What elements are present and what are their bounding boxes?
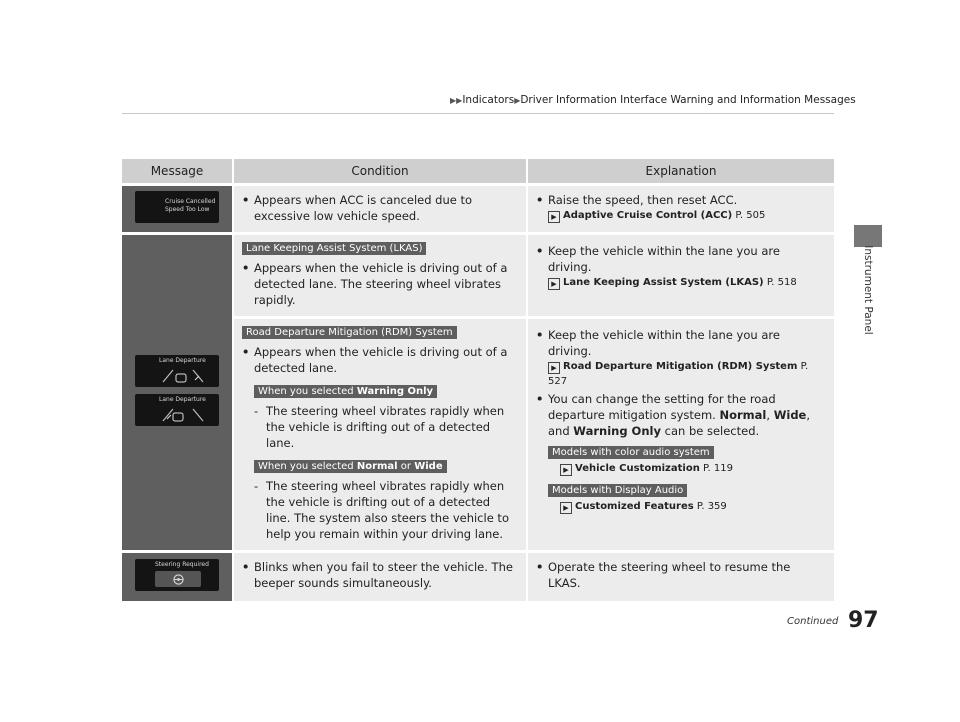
explanation-text: • Keep the vehicle within the lane you are driving.	[536, 327, 826, 359]
message-image-cell	[122, 235, 232, 550]
message-table	[122, 156, 834, 604]
display-text: Cruise Cancelled	[165, 198, 216, 205]
explanation-cell	[526, 553, 834, 601]
explanation-text: • Operate the steering wheel to resume the LKAS.	[536, 559, 826, 591]
explanation-cell	[526, 186, 834, 232]
lane-departure-icon	[159, 366, 207, 384]
condition-cell	[232, 186, 526, 232]
breadcrumb-arrow-icon: ▶▶	[450, 96, 463, 105]
condition-subtext: - The steering wheel vibrates rapidly when the vehicle is drifting out of a detected line. The system also steers the vehicle to help you remain within your driving lane.	[242, 478, 518, 542]
breadcrumb-item: Indicators	[462, 94, 515, 106]
breadcrumb	[450, 94, 856, 106]
condition-cell	[232, 553, 526, 601]
section-tag: Lane Keeping Assist System (LKAS)	[242, 242, 426, 255]
explanation-text: • Raise the speed, then reset ACC.	[536, 192, 826, 208]
column-header: Condition	[232, 159, 526, 183]
reference-arrow-icon: ▶	[548, 362, 560, 374]
lane-departure-icon	[159, 405, 207, 423]
condition-cell	[232, 319, 526, 550]
steering-wheel-icon	[173, 574, 184, 585]
reference-arrow-icon: ▶	[560, 502, 572, 514]
page-reference[interactable]: ▶ Vehicle Customization P. 119	[536, 461, 826, 476]
table-header-row	[122, 159, 834, 183]
explanation-cell	[526, 319, 834, 550]
display-text: Lane Departure	[159, 396, 206, 403]
condition-text: • Appears when the vehicle is driving out of a detected lane.	[242, 344, 518, 376]
message-image-cell	[122, 553, 232, 601]
page-reference[interactable]: ▶ Adaptive Cruise Control (ACC) P. 505	[536, 208, 826, 223]
section-tab	[854, 225, 882, 247]
condition-cell	[232, 235, 526, 316]
reference-arrow-icon: ▶	[548, 278, 560, 290]
explanation-cell	[526, 235, 834, 316]
display-text: Steering Required	[155, 561, 209, 568]
continued-label: Continued	[787, 616, 839, 627]
explanation-text: • You can change the setting for the road departure mitigation system. Normal, Wide, and Warning Only can be selected.	[536, 391, 826, 439]
column-header: Explanation	[526, 159, 834, 183]
reference-arrow-icon: ▶	[560, 464, 572, 476]
setting-tag: When you selected Normal or Wide	[254, 460, 447, 473]
steering-required-display	[135, 559, 219, 591]
page-reference[interactable]: ▶ Road Departure Mitigation (RDM) System P. 527	[548, 361, 809, 387]
page-reference[interactable]: ▶ Customized Features P. 359	[536, 499, 826, 514]
condition-text: • Appears when ACC is canceled due to excessive low vehicle speed.	[242, 192, 518, 224]
table-row	[122, 186, 834, 232]
message-image-cell	[122, 186, 232, 232]
column-header: Message	[122, 159, 232, 183]
section-tag: Road Departure Mitigation (RDM) System	[242, 326, 457, 339]
reference-arrow-icon: ▶	[548, 211, 560, 223]
explanation-text: • Keep the vehicle within the lane you are driving.	[536, 243, 826, 275]
breadcrumb-arrow-icon: ▶	[514, 96, 521, 105]
table-row	[122, 235, 834, 316]
condition-text: • Appears when the vehicle is driving out of a detected lane. The steering wheel vibrates rapidly.	[242, 260, 518, 308]
section-label: Instrument Panel	[862, 245, 874, 335]
table-row	[122, 553, 834, 601]
lane-departure-display	[135, 394, 219, 426]
header-rule	[122, 113, 834, 114]
page-reference[interactable]: ▶ Lane Keeping Assist System (LKAS) P. 518	[536, 275, 826, 290]
model-tag: Models with color audio system	[548, 446, 714, 459]
lane-departure-display	[135, 355, 219, 387]
display-text: Lane Departure	[159, 357, 206, 364]
setting-tag: When you selected Warning Only	[254, 385, 437, 398]
display-text: Speed Too Low	[165, 206, 210, 213]
page-number: 97	[848, 608, 879, 633]
breadcrumb-item: Driver Information Interface Warning and Information Messages	[520, 94, 856, 106]
cruise-cancelled-display	[135, 191, 219, 223]
condition-text: • Blinks when you fail to steer the vehicle. The beeper sounds simultaneously.	[242, 559, 518, 591]
model-tag: Models with Display Audio	[548, 484, 687, 497]
condition-subtext: - The steering wheel vibrates rapidly when the vehicle is drifting out of a detected lane.	[242, 403, 518, 451]
